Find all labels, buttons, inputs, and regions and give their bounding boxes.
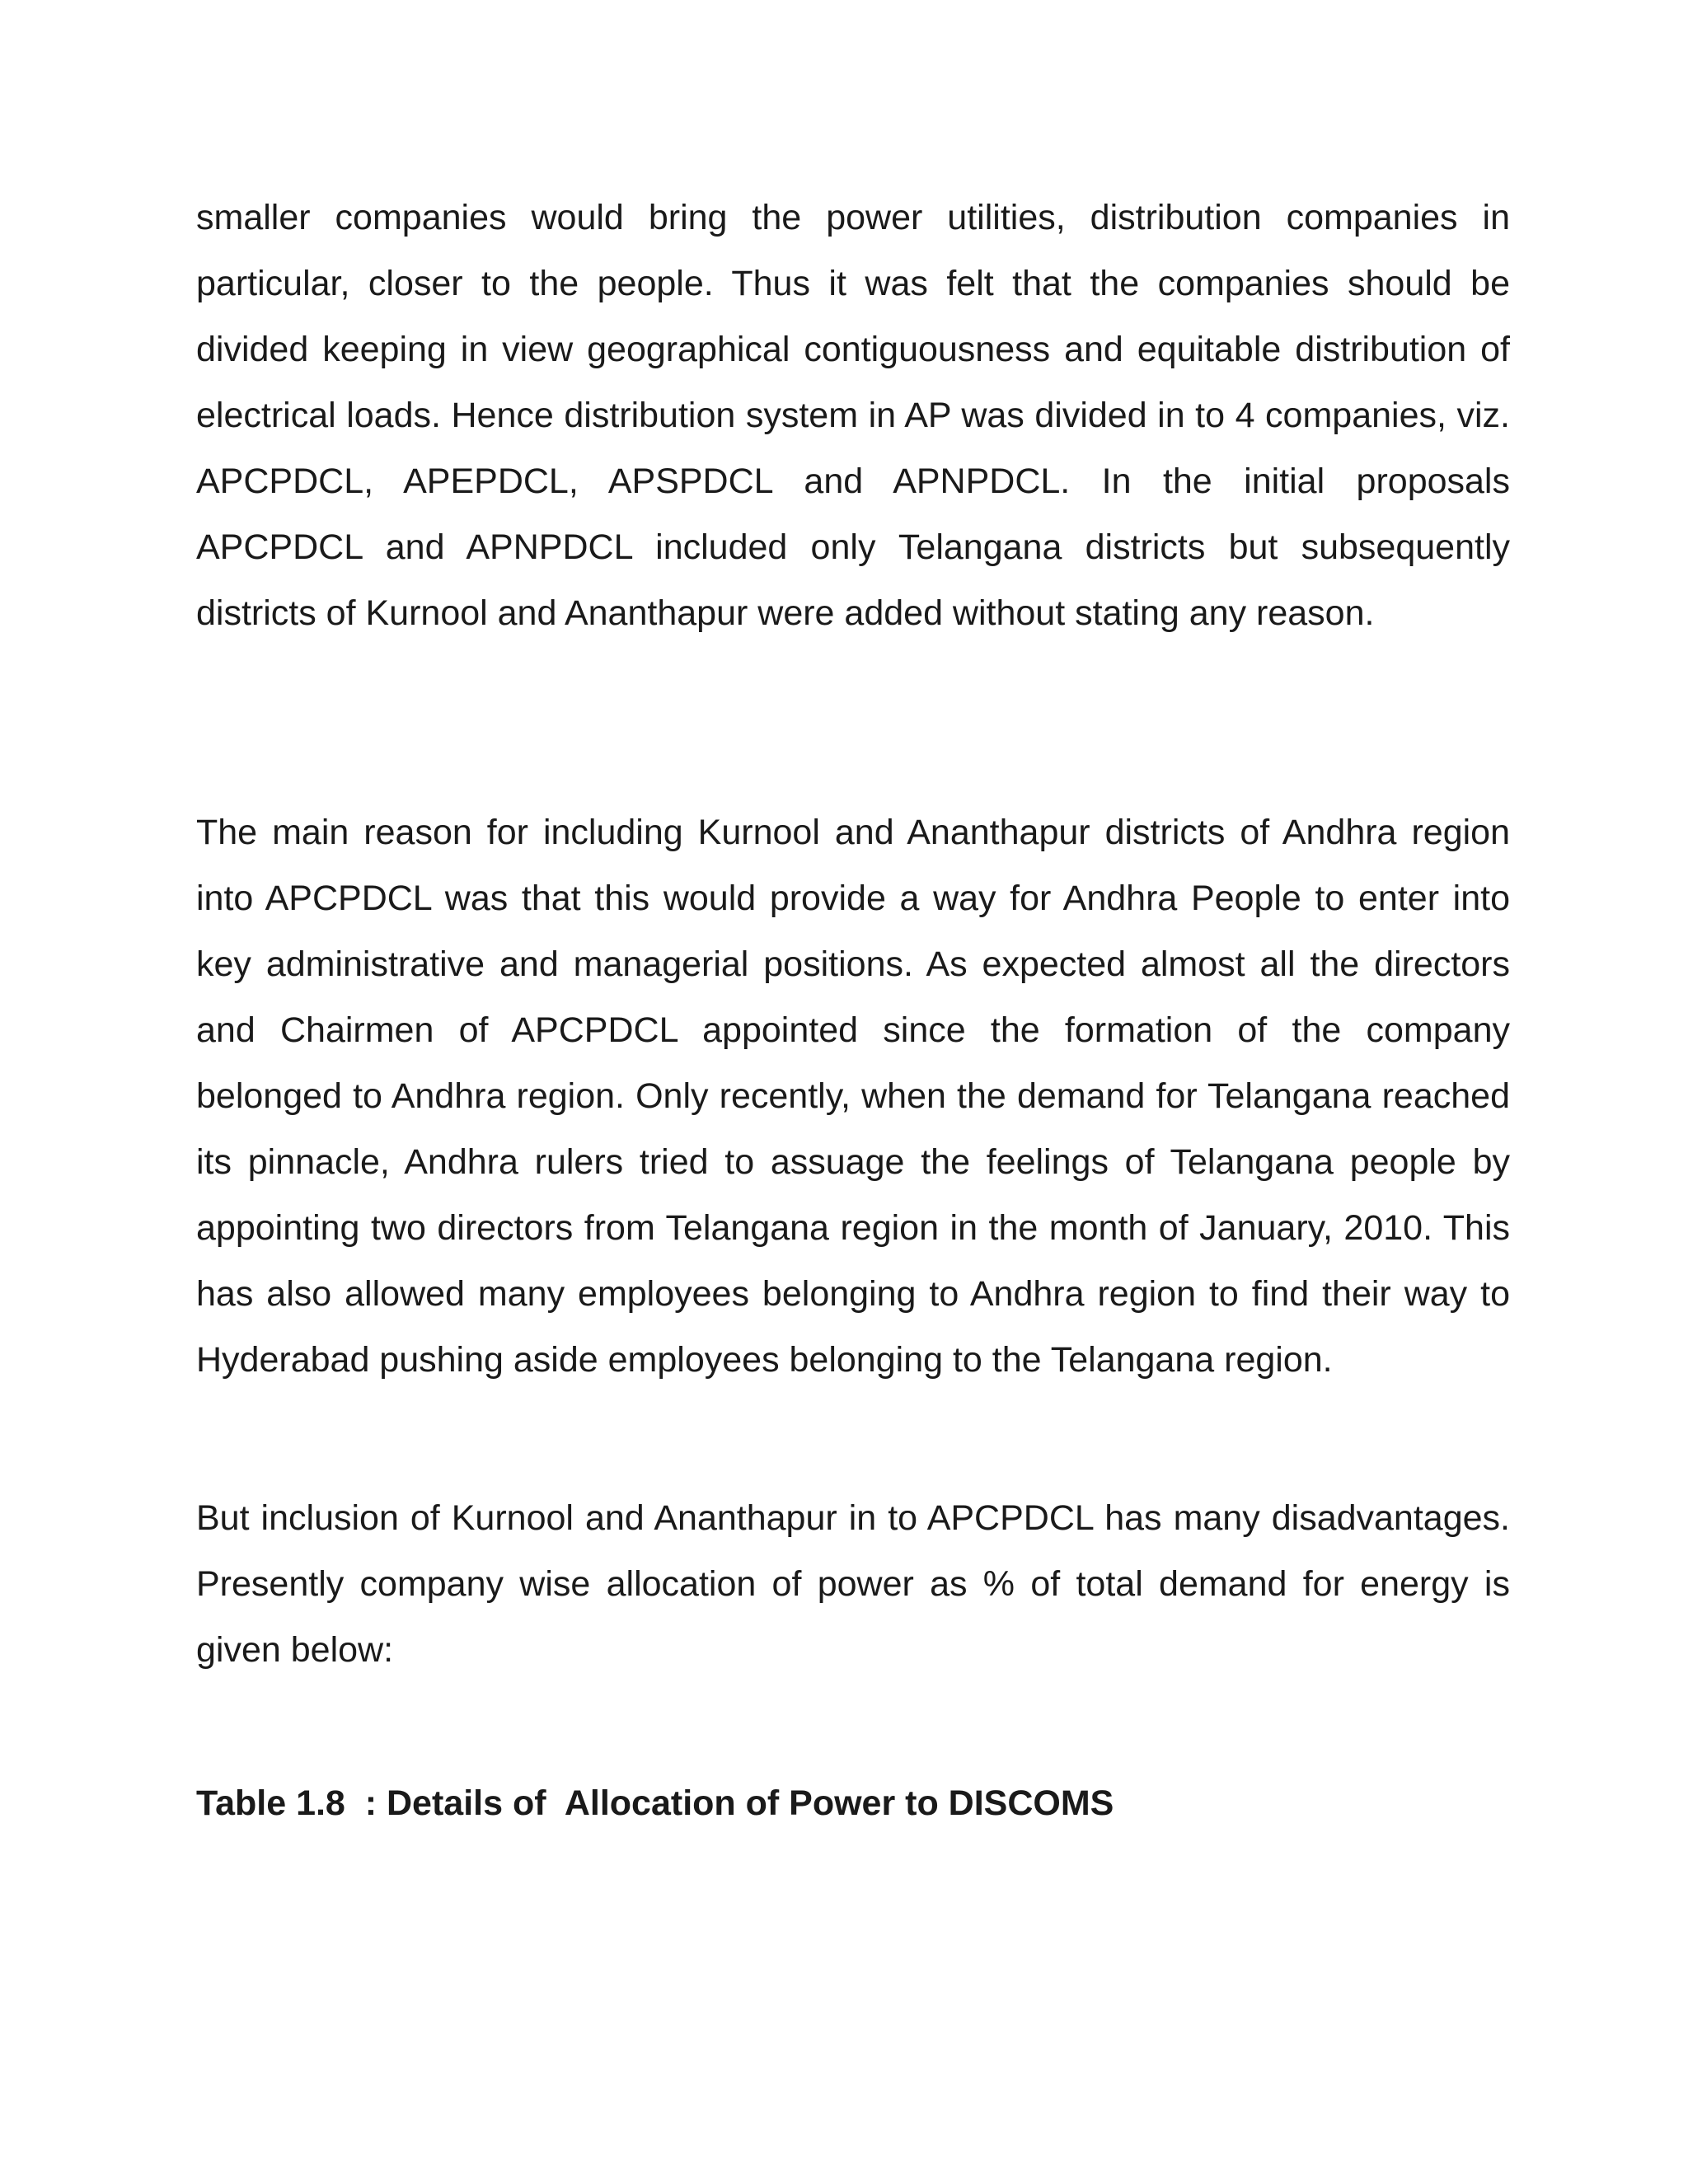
body-paragraph: smaller companies would bring the power utilities, distribution companies in particular, closer to the people. Thus it was felt that the companies should be divided keeping in view geographical contiguousness and equitable distribution of electrical loads. Hence distribution system in AP was divided in to 4 companies, viz. APCPDCL, APEPDCL, APSPDCL and APNPDCL. In the initial proposals APCPDCL and APNPDCL included only Telangana districts but subsequently districts of Kurnool and Ananthapur were added without stating any reason. [196, 198, 1510, 633]
table-caption: Table 1.8 : Details of Allocation of Power to DISCOMS [196, 1783, 1114, 1823]
body-paragraph: But inclusion of Kurnool and Ananthapur in to APCPDCL has many disadvantages. Presently company wise allocation of power as % of total demand for energy is given below: [196, 1498, 1510, 1670]
body-paragraph: The main reason for including Kurnool and Ananthapur districts of Andhra region into APCPDCL was that this would provide a way for Andhra People to enter into key administrative and managerial positions. As expected almost all the directors and Chairmen of APCPDCL appointed since the formation of the company belonged to Andhra region. Only recently, when the demand for Telangana reached its pinnacle, Andhra rulers tried to assuage the feelings of Telangana people by appointing two directors from Telangana region in the month of January, 2010. This has also allowed many employees belonging to Andhra region to find their way to Hyderabad pushing aside employees belonging to the Telangana region. [196, 813, 1510, 1380]
